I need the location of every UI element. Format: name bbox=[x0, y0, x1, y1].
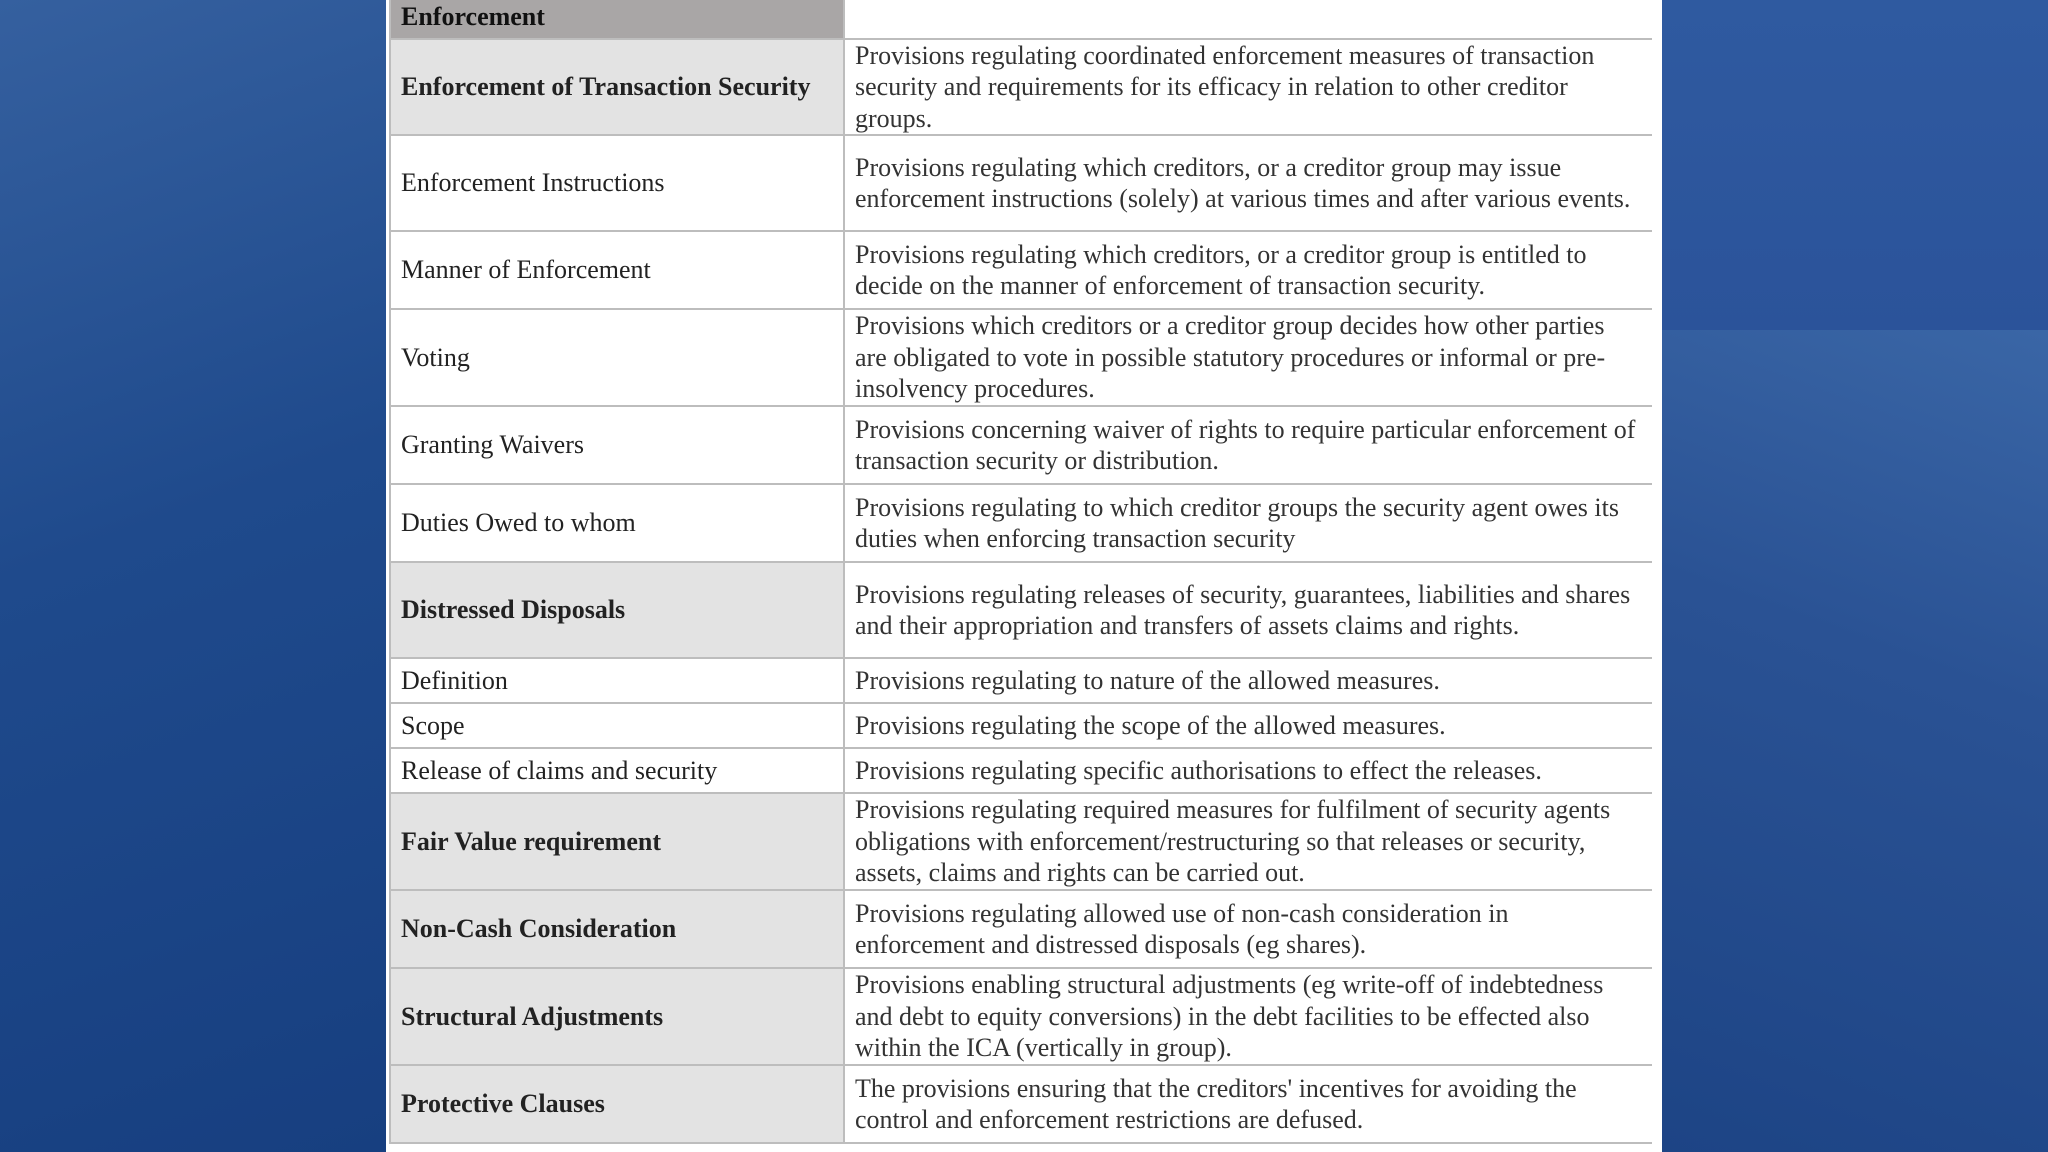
background-right-panel bbox=[1662, 330, 2048, 1152]
row-description: Provisions regulating to which creditor groups the security agent owes its duties when enforcing transaction security bbox=[855, 492, 1619, 553]
table-row bbox=[389, 563, 1652, 659]
table-row bbox=[389, 704, 1652, 749]
row-term: Scope bbox=[389, 704, 845, 747]
row-description: Provisions regulating required measures for fulfilment of security agents obligations with enforcement/restructuring so that releases or security, assets, claims and rights can be carried out. bbox=[855, 795, 1611, 888]
table-header-cell: Enforcement bbox=[389, 0, 845, 38]
row-term: Duties Owed to whom bbox=[389, 485, 845, 561]
row-description: Provisions enabling structural adjustments (eg write-off of indebtedness and debt to equity conversions) in the debt facilities to be effected also within the ICA (vertically in group). bbox=[855, 970, 1604, 1063]
table-row bbox=[389, 794, 1652, 891]
table-row bbox=[389, 310, 1652, 407]
table-row bbox=[389, 40, 1652, 136]
table-row bbox=[389, 659, 1652, 704]
row-term: Protective Clauses bbox=[389, 1066, 845, 1142]
table-row bbox=[389, 1066, 1652, 1144]
row-term: Manner of Enforcement bbox=[389, 232, 845, 308]
row-description: Provisions regulating specific authorisations to effect the releases. bbox=[855, 755, 1542, 785]
row-description: The provisions ensuring that the creditors' incentives for avoiding the control and enforcement restrictions are defused. bbox=[855, 1073, 1577, 1134]
row-term: Structural Adjustments bbox=[389, 969, 845, 1064]
table-row bbox=[389, 232, 1652, 310]
slide-page bbox=[386, 0, 1662, 1152]
row-description: Provisions concerning waiver of rights to require particular enforcement of transaction security or distribution. bbox=[855, 414, 1636, 475]
table-header-blank bbox=[845, 0, 1652, 38]
row-description: Provisions regulating which creditors, or a creditor group is entitled to decide on the manner of enforcement of transaction security. bbox=[855, 239, 1587, 300]
table-row bbox=[389, 749, 1652, 794]
row-description: Provisions regulating releases of security, guarantees, liabilities and shares and their appropriation and transfers of assets claims and rights. bbox=[855, 579, 1631, 640]
row-description: Provisions regulating which creditors, or a creditor group may issue enforcement instructions (solely) at various times and after various events. bbox=[855, 152, 1631, 213]
row-term: Granting Waivers bbox=[389, 407, 845, 483]
row-description: Provisions regulating to nature of the allowed measures. bbox=[855, 665, 1440, 695]
table-row bbox=[389, 969, 1652, 1066]
table-row bbox=[389, 891, 1652, 969]
background-right-top-panel bbox=[1660, 0, 2048, 330]
table-row bbox=[389, 407, 1652, 485]
row-term: Definition bbox=[389, 659, 845, 702]
table-row bbox=[389, 136, 1652, 232]
row-description: Provisions regulating allowed use of non-cash consideration in enforcement and distressed disposals (eg shares). bbox=[855, 898, 1509, 959]
row-term: Enforcement Instructions bbox=[389, 136, 845, 230]
row-term: Distressed Disposals bbox=[389, 563, 845, 657]
row-term: Voting bbox=[389, 310, 845, 405]
row-term: Non-Cash Consideration bbox=[389, 891, 845, 967]
background-left-panel bbox=[0, 0, 386, 1152]
row-term: Enforcement of Transaction Security bbox=[389, 40, 845, 134]
row-description: Provisions regulating the scope of the allowed measures. bbox=[855, 710, 1446, 740]
row-description: Provisions regulating coordinated enforcement measures of transaction security and requirements for its efficacy in relation to other creditor groups. bbox=[855, 40, 1595, 133]
row-description: Provisions which creditors or a creditor group decides how other parties are obligated to vote in possible statutory procedures or informal or pre-insolvency procedures. bbox=[855, 311, 1606, 404]
row-term: Fair Value requirement bbox=[389, 794, 845, 889]
row-term: Release of claims and security bbox=[389, 749, 845, 792]
table-row bbox=[389, 485, 1652, 563]
enforcement-table bbox=[389, 0, 1652, 1144]
table-header-row bbox=[389, 0, 1652, 40]
